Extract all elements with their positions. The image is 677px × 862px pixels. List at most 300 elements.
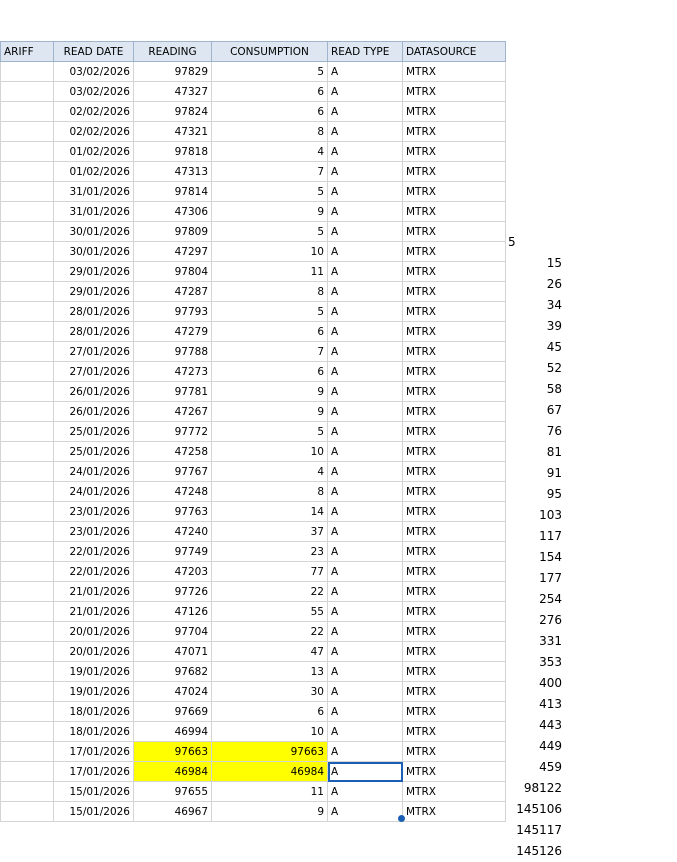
table-row — [1, 662, 506, 682]
table-row — [1, 82, 506, 102]
tariff-cell[interactable] — [1, 682, 54, 702]
reading-cell[interactable]: 47287 — [134, 282, 212, 302]
tariff-cell[interactable] — [1, 422, 54, 442]
reading-cell[interactable]: 46984 — [134, 762, 212, 782]
side-cell[interactable]: 177 — [539, 571, 562, 585]
read-type-cell[interactable]: A — [328, 562, 403, 582]
read-date-cell[interactable]: 02/02/2026 — [54, 122, 134, 142]
datasource-cell[interactable]: MTRX — [403, 262, 506, 282]
tariff-cell[interactable] — [1, 562, 54, 582]
consumption-cell[interactable]: 77 — [212, 562, 328, 582]
side-cell[interactable]: 95 — [546, 487, 562, 501]
read-date-cell[interactable]: 26/01/2026 — [54, 382, 134, 402]
read-date-cell[interactable]: 18/01/2026 — [54, 702, 134, 722]
table-row — [1, 402, 506, 422]
datasource-cell[interactable]: MTRX — [403, 182, 506, 202]
read-type-cell[interactable]: A — [328, 602, 403, 622]
datasource-cell[interactable]: MTRX — [403, 542, 506, 562]
datasource-cell[interactable]: MTRX — [403, 702, 506, 722]
read-type-cell[interactable]: A — [328, 222, 403, 242]
header-row — [1, 42, 506, 62]
side-cell[interactable]: 34 — [546, 298, 562, 312]
side-cell[interactable]: 145117 — [516, 823, 562, 837]
read-type-cell[interactable]: A — [328, 362, 403, 382]
tariff-cell[interactable] — [1, 642, 54, 662]
tariff-cell[interactable] — [1, 802, 54, 822]
consumption-cell[interactable]: 47 — [212, 642, 328, 662]
side-cell[interactable]: 413 — [539, 697, 562, 711]
reading-cell[interactable]: 47321 — [134, 122, 212, 142]
read-date-cell[interactable]: 25/01/2026 — [54, 442, 134, 462]
table-row — [1, 222, 506, 242]
tariff-cell[interactable] — [1, 182, 54, 202]
read-date-cell[interactable]: 30/01/2026 — [54, 242, 134, 262]
reading-cell[interactable]: 46967 — [134, 802, 212, 822]
tariff-cell[interactable] — [1, 262, 54, 282]
reading-cell[interactable]: 97763 — [134, 502, 212, 522]
read-date-cell[interactable]: 03/02/2026 — [54, 62, 134, 82]
tariff-cell[interactable] — [1, 142, 54, 162]
read-date-cell[interactable]: 19/01/2026 — [54, 662, 134, 682]
table-row — [1, 502, 506, 522]
side-cell[interactable]: 276 — [539, 613, 562, 627]
table-row — [1, 382, 506, 402]
table-row — [1, 442, 506, 462]
consumption-cell[interactable]: 22 — [212, 622, 328, 642]
read-date-cell[interactable]: 26/01/2026 — [54, 402, 134, 422]
reading-cell[interactable]: 97824 — [134, 102, 212, 122]
read-date-cell[interactable]: 24/01/2026 — [54, 482, 134, 502]
tariff-cell[interactable] — [1, 762, 54, 782]
side-cell[interactable]: 15 — [546, 256, 562, 270]
datasource-cell[interactable]: MTRX — [403, 322, 506, 342]
reading-cell[interactable]: 47279 — [134, 322, 212, 342]
datasource-cell[interactable]: MTRX — [403, 382, 506, 402]
read-type-cell[interactable]: A — [328, 542, 403, 562]
read-date-cell[interactable]: 30/01/2026 — [54, 222, 134, 242]
read-type-cell[interactable]: A — [328, 762, 403, 782]
tariff-cell[interactable] — [1, 462, 54, 482]
consumption-cell[interactable]: 6 — [212, 102, 328, 122]
datasource-cell[interactable]: MTRX — [403, 142, 506, 162]
consumption-cell[interactable]: 11 — [212, 262, 328, 282]
reading-cell[interactable]: 97793 — [134, 302, 212, 322]
reading-cell[interactable]: 97804 — [134, 262, 212, 282]
reading-cell[interactable]: 97818 — [134, 142, 212, 162]
side-cell[interactable]: 52 — [546, 361, 562, 375]
table-row — [1, 642, 506, 662]
read-date-cell[interactable]: 25/01/2026 — [54, 422, 134, 442]
datasource-cell[interactable]: MTRX — [403, 762, 506, 782]
consumption-cell[interactable]: 97663 — [212, 742, 328, 762]
tariff-cell[interactable] — [1, 122, 54, 142]
reading-cell[interactable]: 97749 — [134, 542, 212, 562]
reading-cell[interactable]: 47273 — [134, 362, 212, 382]
reading-cell[interactable]: 47071 — [134, 642, 212, 662]
read-type-cell[interactable]: A — [328, 442, 403, 462]
table-row — [1, 802, 506, 822]
table-row — [1, 622, 506, 642]
read-type-cell[interactable]: A — [328, 782, 403, 802]
read-type-cell[interactable]: A — [328, 322, 403, 342]
table-row — [1, 742, 506, 762]
table-row — [1, 302, 506, 322]
read-date-cell[interactable]: 17/01/2026 — [54, 762, 134, 782]
consumption-cell[interactable]: 5 — [212, 422, 328, 442]
tariff-cell[interactable] — [1, 742, 54, 762]
side-cell[interactable]: 58 — [546, 382, 562, 396]
datasource-cell[interactable]: MTRX — [403, 422, 506, 442]
reading-cell[interactable]: 47313 — [134, 162, 212, 182]
consumption-cell[interactable]: 8 — [212, 482, 328, 502]
read-date-cell[interactable]: 23/01/2026 — [54, 522, 134, 542]
read-type-cell[interactable]: A — [328, 422, 403, 442]
table-row — [1, 462, 506, 482]
reading-cell[interactable]: 97655 — [134, 782, 212, 802]
side-cell[interactable]: 81 — [546, 445, 562, 459]
datasource-cell[interactable]: MTRX — [403, 782, 506, 802]
datasource-cell[interactable]: MTRX — [403, 62, 506, 82]
table-row — [1, 62, 506, 82]
reading-cell[interactable]: 97788 — [134, 342, 212, 362]
tariff-cell[interactable] — [1, 242, 54, 262]
read-type-cell[interactable]: A — [328, 742, 403, 762]
table-row — [1, 322, 506, 342]
side-cell[interactable]: 103 — [539, 508, 562, 522]
read-date-cell[interactable]: 28/01/2026 — [54, 302, 134, 322]
consumption-cell[interactable]: 5 — [212, 222, 328, 242]
datasource-cell[interactable]: MTRX — [403, 202, 506, 222]
consumption-cell[interactable]: 10 — [212, 242, 328, 262]
reading-cell[interactable]: 47248 — [134, 482, 212, 502]
datasource-cell[interactable]: MTRX — [403, 162, 506, 182]
side-cell[interactable]: 39 — [546, 319, 562, 333]
side-cell[interactable]: 449 — [539, 739, 562, 753]
tariff-cell[interactable] — [1, 582, 54, 602]
tariff-cell[interactable] — [1, 362, 54, 382]
read-date-cell[interactable]: 19/01/2026 — [54, 682, 134, 702]
read-type-cell[interactable]: A — [328, 622, 403, 642]
tariff-cell[interactable] — [1, 82, 54, 102]
consumption-cell[interactable]: 14 — [212, 502, 328, 522]
read-date-cell[interactable]: 21/01/2026 — [54, 582, 134, 602]
datasource-cell[interactable]: MTRX — [403, 402, 506, 422]
read-type-cell[interactable]: A — [328, 482, 403, 502]
read-type-cell[interactable]: A — [328, 682, 403, 702]
consumption-cell[interactable]: 5 — [212, 302, 328, 322]
side-cell[interactable]: 91 — [546, 466, 562, 480]
side-cell[interactable]: 98122 — [523, 781, 562, 795]
side-cell[interactable]: 353 — [539, 655, 562, 669]
tariff-cell[interactable] — [1, 542, 54, 562]
side-cell[interactable]: 145106 — [516, 802, 562, 816]
table-row — [1, 522, 506, 542]
read-type-cell[interactable]: A — [328, 242, 403, 262]
tariff-cell[interactable] — [1, 402, 54, 422]
consumption-cell[interactable]: 9 — [212, 382, 328, 402]
consumption-cell[interactable]: 5 — [212, 182, 328, 202]
reading-cell[interactable]: 97726 — [134, 582, 212, 602]
read-type-cell[interactable]: A — [328, 342, 403, 362]
reading-cell[interactable]: 97781 — [134, 382, 212, 402]
consumption-cell[interactable]: 7 — [212, 342, 328, 362]
datasource-cell[interactable]: MTRX — [403, 722, 506, 742]
read-date-cell[interactable]: 17/01/2026 — [54, 742, 134, 762]
header-tariff[interactable]: ARIFF — [1, 42, 54, 62]
consumption-cell[interactable]: 9 — [212, 802, 328, 822]
datasource-cell[interactable]: MTRX — [403, 502, 506, 522]
header-datasource[interactable]: DATASOURCE — [403, 42, 506, 62]
table-row — [1, 782, 506, 802]
consumption-cell[interactable]: 9 — [212, 402, 328, 422]
reading-cell[interactable]: 97704 — [134, 622, 212, 642]
consumption-cell[interactable]: 22 — [212, 582, 328, 602]
table-row — [1, 262, 506, 282]
side-cell[interactable]: 26 — [546, 277, 562, 291]
side-cell[interactable]: 45 — [546, 340, 562, 354]
consumption-cell[interactable]: 4 — [212, 142, 328, 162]
spreadsheet-grid — [0, 41, 506, 822]
reading-cell[interactable]: 47306 — [134, 202, 212, 222]
consumption-cell[interactable]: 46984 — [212, 762, 328, 782]
read-type-cell[interactable]: A — [328, 302, 403, 322]
reading-cell[interactable]: 47267 — [134, 402, 212, 422]
table-row — [1, 762, 506, 782]
side-cell[interactable]: 443 — [539, 718, 562, 732]
reading-cell[interactable]: 97669 — [134, 702, 212, 722]
datasource-cell[interactable]: MTRX — [403, 442, 506, 462]
read-date-cell[interactable]: 29/01/2026 — [54, 282, 134, 302]
fill-handle[interactable] — [398, 815, 405, 822]
read-type-cell[interactable]: A — [328, 282, 403, 302]
consumption-cell[interactable]: 6 — [212, 702, 328, 722]
tariff-cell[interactable] — [1, 102, 54, 122]
side-cell[interactable]: 67 — [546, 403, 562, 417]
datasource-cell[interactable]: MTRX — [403, 482, 506, 502]
consumption-cell[interactable]: 55 — [212, 602, 328, 622]
datasource-cell[interactable]: MTRX — [403, 122, 506, 142]
reading-cell[interactable]: 47258 — [134, 442, 212, 462]
read-type-cell[interactable]: A — [328, 202, 403, 222]
consumption-cell[interactable]: 10 — [212, 722, 328, 742]
read-date-cell[interactable]: 27/01/2026 — [54, 362, 134, 382]
tariff-cell[interactable] — [1, 782, 54, 802]
reading-cell[interactable]: 47297 — [134, 242, 212, 262]
table-row — [1, 122, 506, 142]
header-read-type[interactable]: READ TYPE — [328, 42, 403, 62]
table-row — [1, 722, 506, 742]
table-row — [1, 102, 506, 122]
table-row — [1, 342, 506, 362]
table-row — [1, 162, 506, 182]
consumption-cell[interactable]: 9 — [212, 202, 328, 222]
datasource-cell[interactable]: MTRX — [403, 562, 506, 582]
tariff-cell[interactable] — [1, 382, 54, 402]
reading-cell[interactable]: 97682 — [134, 662, 212, 682]
side-cell[interactable]: 145126 — [516, 844, 562, 858]
consumption-cell[interactable]: 6 — [212, 322, 328, 342]
table-row — [1, 182, 506, 202]
read-type-cell[interactable]: A — [328, 462, 403, 482]
read-date-cell[interactable]: 22/01/2026 — [54, 542, 134, 562]
read-type-cell[interactable]: A — [328, 402, 403, 422]
read-date-cell[interactable]: 03/02/2026 — [54, 82, 134, 102]
datasource-cell[interactable]: MTRX — [403, 642, 506, 662]
read-date-cell[interactable]: 20/01/2026 — [54, 622, 134, 642]
read-date-cell[interactable]: 02/02/2026 — [54, 102, 134, 122]
reading-cell[interactable]: 97772 — [134, 422, 212, 442]
datasource-cell[interactable]: MTRX — [403, 582, 506, 602]
read-type-cell[interactable]: A — [328, 82, 403, 102]
side-cell[interactable]: 76 — [546, 424, 562, 438]
read-type-cell[interactable]: A — [328, 102, 403, 122]
table-row — [1, 242, 506, 262]
tariff-cell[interactable] — [1, 442, 54, 462]
tariff-cell[interactable] — [1, 162, 54, 182]
read-type-cell[interactable]: A — [328, 722, 403, 742]
read-type-cell[interactable]: A — [328, 582, 403, 602]
read-date-cell[interactable]: 15/01/2026 — [54, 802, 134, 822]
side-cell[interactable]: 154 — [539, 550, 562, 564]
datasource-cell[interactable]: MTRX — [403, 102, 506, 122]
datasource-cell[interactable]: MTRX — [403, 522, 506, 542]
read-type-cell[interactable]: A — [328, 62, 403, 82]
read-date-cell[interactable]: 31/01/2026 — [54, 202, 134, 222]
consumption-cell[interactable]: 8 — [212, 122, 328, 142]
read-type-cell[interactable]: A — [328, 262, 403, 282]
datasource-cell[interactable]: MTRX — [403, 82, 506, 102]
table-row — [1, 482, 506, 502]
consumption-cell[interactable]: 4 — [212, 462, 328, 482]
read-date-cell[interactable]: 21/01/2026 — [54, 602, 134, 622]
datasource-cell[interactable]: MTRX — [403, 362, 506, 382]
consumption-cell[interactable]: 11 — [212, 782, 328, 802]
header-read-date[interactable]: READ DATE — [54, 42, 134, 62]
tariff-cell[interactable] — [1, 202, 54, 222]
tariff-cell[interactable] — [1, 302, 54, 322]
tariff-cell[interactable] — [1, 342, 54, 362]
table-row — [1, 202, 506, 222]
read-date-cell[interactable]: 15/01/2026 — [54, 782, 134, 802]
tariff-cell[interactable] — [1, 622, 54, 642]
side-cell-top[interactable]: 5 — [508, 235, 516, 249]
consumption-cell[interactable]: 8 — [212, 282, 328, 302]
read-type-cell[interactable]: A — [328, 502, 403, 522]
datasource-cell[interactable]: MTRX — [403, 602, 506, 622]
tariff-cell[interactable] — [1, 662, 54, 682]
reading-cell[interactable]: 97829 — [134, 62, 212, 82]
reading-cell[interactable]: 97767 — [134, 462, 212, 482]
reading-cell[interactable]: 47126 — [134, 602, 212, 622]
side-cell[interactable]: 400 — [539, 676, 562, 690]
side-cell[interactable]: 331 — [539, 634, 562, 648]
datasource-cell[interactable]: MTRX — [403, 282, 506, 302]
reading-cell[interactable]: 97663 — [134, 742, 212, 762]
datasource-cell[interactable]: MTRX — [403, 302, 506, 322]
reading-cell[interactable]: 47327 — [134, 82, 212, 102]
datasource-cell[interactable]: MTRX — [403, 242, 506, 262]
read-date-cell[interactable]: 28/01/2026 — [54, 322, 134, 342]
consumption-cell[interactable]: 30 — [212, 682, 328, 702]
read-type-cell[interactable]: A — [328, 162, 403, 182]
read-date-cell[interactable]: 20/01/2026 — [54, 642, 134, 662]
read-type-cell[interactable]: A — [328, 382, 403, 402]
side-cell[interactable]: 117 — [539, 529, 562, 543]
datasource-cell[interactable]: MTRX — [403, 802, 506, 822]
consumption-cell[interactable]: 13 — [212, 662, 328, 682]
consumption-cell[interactable]: 23 — [212, 542, 328, 562]
table-row — [1, 602, 506, 622]
tariff-cell[interactable] — [1, 482, 54, 502]
table-row — [1, 362, 506, 382]
consumption-cell[interactable]: 6 — [212, 362, 328, 382]
read-date-cell[interactable]: 01/02/2026 — [54, 142, 134, 162]
read-type-cell[interactable]: A — [328, 642, 403, 662]
consumption-cell[interactable]: 37 — [212, 522, 328, 542]
read-date-cell[interactable]: 23/01/2026 — [54, 502, 134, 522]
read-date-cell[interactable]: 24/01/2026 — [54, 462, 134, 482]
read-date-cell[interactable]: 31/01/2026 — [54, 182, 134, 202]
reading-cell[interactable]: 46994 — [134, 722, 212, 742]
consumption-cell[interactable]: 6 — [212, 82, 328, 102]
tariff-cell[interactable] — [1, 502, 54, 522]
consumption-cell[interactable]: 5 — [212, 62, 328, 82]
read-type-cell[interactable]: A — [328, 702, 403, 722]
table-row — [1, 702, 506, 722]
read-type-cell[interactable]: A — [328, 802, 403, 822]
datasource-cell[interactable]: MTRX — [403, 462, 506, 482]
consumption-cell[interactable]: 7 — [212, 162, 328, 182]
read-date-cell[interactable]: 29/01/2026 — [54, 262, 134, 282]
read-type-cell[interactable]: A — [328, 182, 403, 202]
read-type-cell[interactable]: A — [328, 522, 403, 542]
read-type-cell[interactable]: A — [328, 142, 403, 162]
tariff-cell[interactable] — [1, 322, 54, 342]
read-date-cell[interactable]: 22/01/2026 — [54, 562, 134, 582]
header-consumption[interactable]: CONSUMPTION — [212, 42, 328, 62]
header-reading[interactable]: READING — [134, 42, 212, 62]
read-date-cell[interactable]: 01/02/2026 — [54, 162, 134, 182]
reading-cell[interactable]: 47203 — [134, 562, 212, 582]
reading-cell[interactable]: 97814 — [134, 182, 212, 202]
datasource-cell[interactable]: MTRX — [403, 622, 506, 642]
side-cell[interactable]: 459 — [539, 760, 562, 774]
tariff-cell[interactable] — [1, 702, 54, 722]
tariff-cell[interactable] — [1, 602, 54, 622]
tariff-cell[interactable] — [1, 62, 54, 82]
datasource-cell[interactable]: MTRX — [403, 662, 506, 682]
reading-cell[interactable]: 97809 — [134, 222, 212, 242]
side-cell[interactable]: 254 — [539, 592, 562, 606]
consumption-cell[interactable]: 10 — [212, 442, 328, 462]
datasource-cell[interactable]: MTRX — [403, 742, 506, 762]
read-date-cell[interactable]: 27/01/2026 — [54, 342, 134, 362]
reading-cell[interactable]: 47024 — [134, 682, 212, 702]
read-type-cell[interactable]: A — [328, 122, 403, 142]
table-row — [1, 542, 506, 562]
datasource-cell[interactable]: MTRX — [403, 682, 506, 702]
read-date-cell[interactable]: 18/01/2026 — [54, 722, 134, 742]
reading-cell[interactable]: 47240 — [134, 522, 212, 542]
tariff-cell[interactable] — [1, 282, 54, 302]
datasource-cell[interactable]: MTRX — [403, 222, 506, 242]
tariff-cell[interactable] — [1, 522, 54, 542]
read-type-cell[interactable]: A — [328, 662, 403, 682]
tariff-cell[interactable] — [1, 722, 54, 742]
side-column — [500, 253, 562, 862]
tariff-cell[interactable] — [1, 222, 54, 242]
datasource-cell[interactable]: MTRX — [403, 342, 506, 362]
